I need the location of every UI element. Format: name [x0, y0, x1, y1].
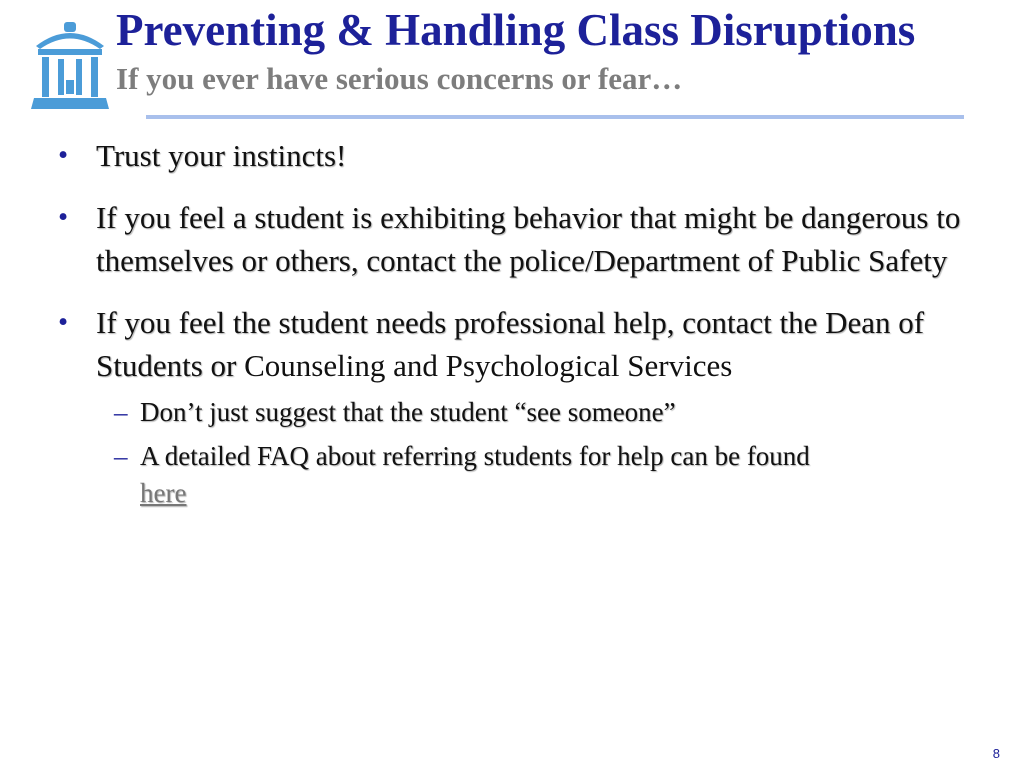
- page-number: 8: [992, 746, 1000, 761]
- sub-bullet-marker: –: [114, 397, 128, 427]
- title-divider: [146, 115, 964, 119]
- sub-bullet-see-someone: [52, 394, 992, 431]
- old-well-logo-icon: [30, 18, 110, 114]
- bullet-text: If you feel a student is exhibiting behavior that might be dangerous to themselves or others, contact the police/Department of Public Safety: [96, 200, 961, 278]
- slide-title: Preventing & Handling Class Disruptions: [116, 5, 916, 55]
- bullet-text: If you feel the student needs professional help, contact the Dean of Students or: [96, 305, 925, 383]
- slide-subtitle: If you ever have serious concerns or fear…: [116, 61, 683, 96]
- sub-bullet-text: Don’t just suggest that the student “see someone”: [140, 397, 676, 427]
- sub-bullet-marker: –: [114, 441, 128, 471]
- slide-body: [52, 134, 992, 532]
- bullet-item-contact-police: [52, 196, 992, 282]
- bullet-marker: •: [58, 201, 69, 233]
- bullet-text: Trust your instincts!: [96, 138, 347, 173]
- faq-here-link[interactable]: here: [140, 478, 187, 508]
- counseling-services-text: Counseling and Psychological Services: [244, 348, 733, 383]
- bullet-item-professional-help: [52, 301, 992, 387]
- bullet-marker: •: [58, 306, 69, 338]
- sub-bullet-text: A detailed FAQ about referring students for help can be found: [140, 441, 810, 471]
- sub-bullet-faq: [52, 438, 992, 512]
- bullet-item-trust-instincts: [52, 134, 992, 177]
- bullet-marker: •: [58, 139, 69, 171]
